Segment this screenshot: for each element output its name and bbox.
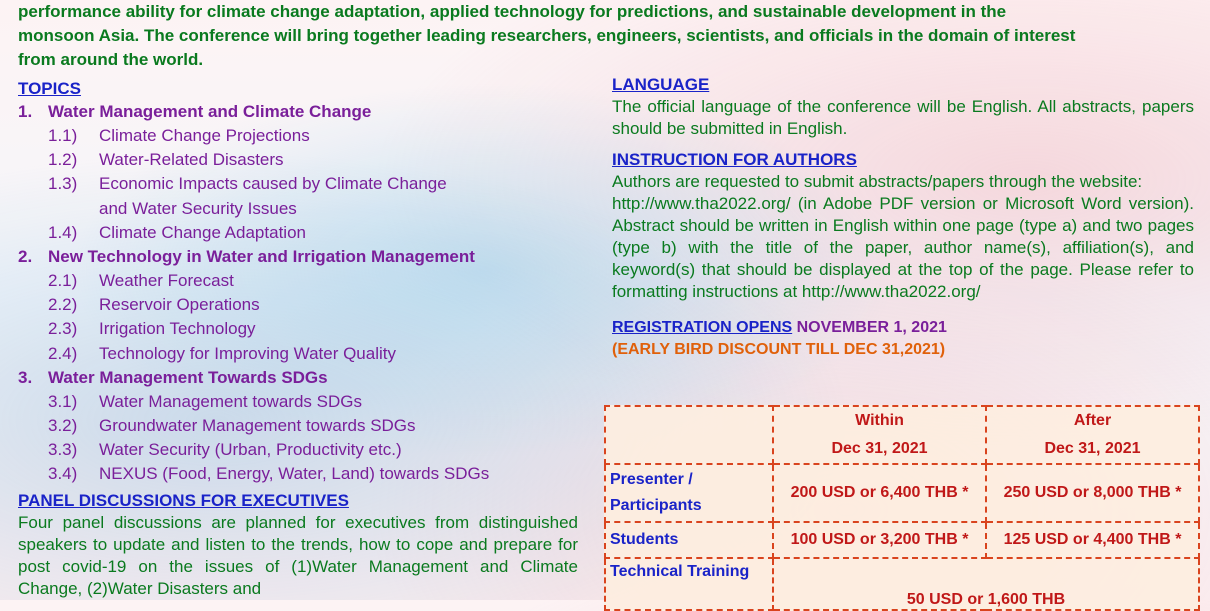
topic-title: New Technology in Water and Irrigation Management xyxy=(48,247,475,267)
subtopic-item xyxy=(18,462,578,486)
left-column xyxy=(18,78,578,600)
subtopic-number: 2.4) xyxy=(48,343,78,363)
category-line: Participants xyxy=(610,497,702,514)
column-header-line: Dec 31, 2021 xyxy=(831,440,928,457)
intro-line: performance ability for climate change adaptation, applied technology for predictions, and sustainable development in the xyxy=(18,2,1007,21)
empty-header-cell xyxy=(605,406,773,464)
subtopic-number: 2.2) xyxy=(48,295,78,315)
subtopic-text: Reservoir Operations xyxy=(99,295,260,315)
subtopic-item xyxy=(18,414,578,438)
subtopic-item xyxy=(18,221,578,245)
subtopic-item xyxy=(18,269,578,293)
intro-line: from around the world. xyxy=(18,50,204,69)
instruction-text: http://www.tha2022.org/ (in Adobe PDF version or Microsoft Word version). Abstract should be written in English within one page (type a) and two pages (type b) with the title of the paper, author name(s), affiliation(s), and keyword(s) that should be displayed at the top of the page. Please refer to formatting instructions at http://www.tha2022.org/ xyxy=(612,194,1194,301)
subtopic-item xyxy=(18,438,578,462)
fee-after-cell: 125 USD or 4,400 THB * xyxy=(986,522,1199,558)
subtopic-text: Economic Impacts caused by Climate Change xyxy=(99,174,447,194)
table-row xyxy=(605,522,1199,558)
fee-within-cell: 100 USD or 3,200 THB * xyxy=(773,522,986,558)
category-cell xyxy=(605,464,773,522)
fee-tech-cell: 50 USD or 1,600 THB xyxy=(773,558,1199,610)
early-bird-note: (EARLY BIRD DISCOUNT TILL DEC 31,2021) xyxy=(612,341,946,358)
category-cell: Technical Training xyxy=(605,558,773,610)
subtopic-text: Water Security (Urban, Productivity etc.) xyxy=(99,440,402,460)
table-row xyxy=(605,558,1199,610)
topic-title: Water Management and Climate Change xyxy=(48,102,372,121)
subtopic-text: NEXUS (Food, Energy, Water, Land) towards SDGs xyxy=(99,464,490,484)
topic-number: 1. xyxy=(18,102,33,121)
subtopic-number: 1.3) xyxy=(48,174,78,194)
topic-item xyxy=(18,245,578,269)
subtopic-text: Technology for Improving Water Quality xyxy=(99,343,396,363)
category-cell: Students xyxy=(605,522,773,558)
subtopic-text: Groundwater Management towards SDGs xyxy=(99,416,416,436)
intro-line: monsoon Asia. The conference will bring together leading researchers, engineers, scientists, and officials in the domain of interest xyxy=(18,26,1076,45)
table-header-row xyxy=(605,406,1199,464)
subtopic-text: Irrigation Technology xyxy=(99,319,256,339)
subtopic-item-continued xyxy=(18,197,578,221)
column-header-within xyxy=(773,406,986,464)
subtopic-number: 1.2) xyxy=(48,150,78,170)
topic-number: 3. xyxy=(18,367,33,387)
column-header-line: Dec 31, 2021 xyxy=(1044,440,1141,457)
subtopic-item xyxy=(18,293,578,317)
column-header-after xyxy=(986,406,1199,464)
subtopic-text: Water Management towards SDGs xyxy=(99,391,362,411)
panel-header: PANEL DISCUSSIONS FOR EXECUTIVES xyxy=(18,490,349,510)
column-header-line: Within xyxy=(855,412,904,429)
registration-date: NOVEMBER 1, 2021 xyxy=(792,319,947,336)
topic-number: 2. xyxy=(18,247,33,267)
subtopic-number: 3.3) xyxy=(48,440,78,460)
subtopic-number: 2.1) xyxy=(48,271,78,291)
subtopic-text: Weather Forecast xyxy=(99,271,234,291)
instruction-body xyxy=(612,171,1194,303)
subtopic-text: Climate Change Adaptation xyxy=(99,222,306,242)
topic-item xyxy=(18,100,578,124)
registration-fee-table xyxy=(604,405,1200,611)
instruction-header: INSTRUCTION FOR AUTHORS xyxy=(612,150,857,169)
subtopic-text: Climate Change Projections xyxy=(99,126,310,145)
subtopic-item xyxy=(18,342,578,366)
subtopic-item xyxy=(18,148,578,172)
subtopic-number: 1.4) xyxy=(48,222,78,242)
fee-within-cell: 200 USD or 6,400 THB * xyxy=(773,464,986,522)
registration-line xyxy=(612,317,1194,339)
column-header-line: After xyxy=(1073,412,1112,429)
subtopic-number: 2.3) xyxy=(48,319,78,339)
fee-after-cell: 250 USD or 8,000 THB * xyxy=(986,464,1199,522)
language-header: LANGUAGE xyxy=(612,75,710,94)
intro-paragraph xyxy=(18,0,1194,72)
subtopic-text: Water-Related Disasters xyxy=(99,150,284,170)
subtopic-number: 3.1) xyxy=(48,391,78,411)
language-body: The official language of the conference will be English. All abstracts, papers should be submitted in English. xyxy=(612,97,1194,138)
category-line: Presenter / xyxy=(610,471,693,488)
subtopic-number: 3.4) xyxy=(48,464,78,484)
table-row xyxy=(605,464,1199,522)
topic-item xyxy=(18,366,578,390)
subtopic-number: 3.2) xyxy=(48,416,78,436)
subtopic-item xyxy=(18,124,578,148)
subtopic-item xyxy=(18,390,578,414)
instruction-text: Authors are requested to submit abstracts/papers through the website: xyxy=(612,172,1143,191)
topic-title: Water Management Towards SDGs xyxy=(48,367,328,387)
right-column xyxy=(612,74,1194,361)
subtopic-item xyxy=(18,317,578,341)
topics-header: TOPICS xyxy=(18,79,81,98)
subtopic-number: 1.1) xyxy=(48,126,78,145)
subtopic-text: and Water Security Issues xyxy=(99,198,297,218)
panel-body: Four panel discussions are planned for executives from distinguished speakers to update and listen to the trends, how to cope and prepare for post covid-19 on the issues of (1)Water Management and Climate Change, (2)Water Disasters and xyxy=(18,512,578,598)
subtopic-item xyxy=(18,172,578,196)
registration-label: REGISTRATION OPENS xyxy=(612,319,793,336)
